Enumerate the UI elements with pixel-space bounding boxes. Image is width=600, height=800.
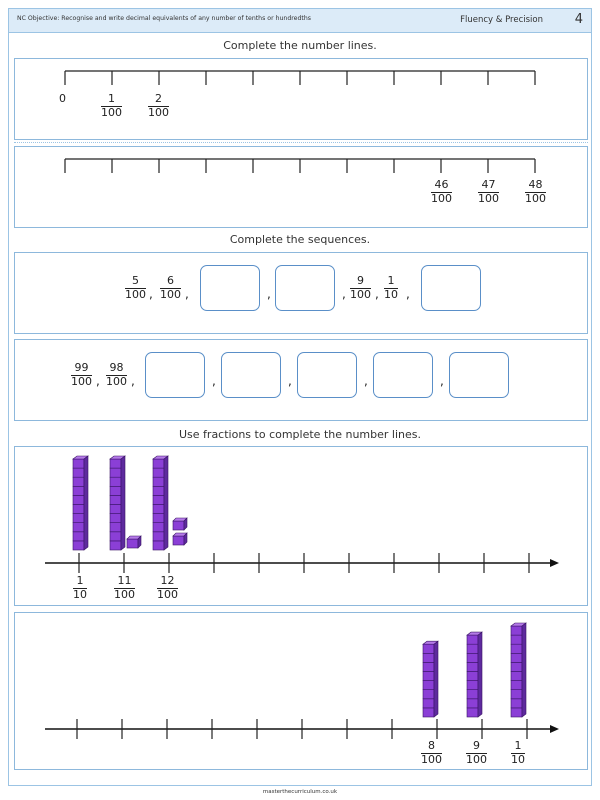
- rod-side-face: [434, 641, 438, 717]
- sequence-panel-2: [14, 339, 588, 421]
- sequence-1-term-4: 1 10: [384, 274, 398, 301]
- tenths-rod-cube: [467, 690, 478, 699]
- tenths-rod-cube: [423, 681, 434, 690]
- cube-number-line-1: [15, 447, 587, 605]
- cube-number-line-panel-2: [14, 612, 588, 770]
- comma: ,: [131, 374, 135, 388]
- sequence-2-term-1: 99 100: [71, 361, 92, 388]
- sequence-2-answer-box-3[interactable]: [297, 352, 357, 398]
- tenths-rod-cube: [153, 505, 164, 514]
- hundredth-cube: [127, 539, 138, 548]
- tenths-rod-cube: [110, 505, 121, 514]
- tenths-rod-cube: [73, 459, 84, 468]
- sequence-1-term-3: 9 100: [350, 274, 371, 301]
- tenths-rod-cube: [467, 644, 478, 653]
- header-title: Fluency & Precision: [460, 15, 543, 25]
- comma: ,: [185, 287, 189, 301]
- tenths-rod-cube: [423, 644, 434, 653]
- rod-side-face: [84, 456, 88, 550]
- header-bar: [9, 9, 591, 33]
- cube-line-1-fraction-1: 1 10: [73, 574, 87, 601]
- comma: ,: [440, 374, 444, 388]
- tenths-rod-cube: [110, 468, 121, 477]
- sequence-panel-1: [14, 252, 588, 334]
- comma: ,: [406, 287, 410, 301]
- comma: ,: [149, 287, 153, 301]
- tenths-rod-cube: [511, 699, 522, 708]
- number-line-2-fraction-3: 48 100: [525, 178, 546, 205]
- tenths-rod-cube: [511, 681, 522, 690]
- section-title-sequences: Complete the sequences.: [229, 233, 371, 246]
- tenths-rod-cube: [423, 653, 434, 662]
- tenths-rod-cube: [110, 477, 121, 486]
- tenths-rod-cube: [110, 514, 121, 523]
- cube-line-1-fraction-2: 11 100: [114, 574, 135, 601]
- tenths-rod-cube: [467, 681, 478, 690]
- tenths-rod-cube: [511, 708, 522, 717]
- tenths-rod-cube: [423, 690, 434, 699]
- tenths-rod-cube: [153, 486, 164, 495]
- sequence-1-answer-box-1[interactable]: [200, 265, 260, 311]
- number-line-1-fraction-2: 2 100: [148, 92, 169, 119]
- sequence-2-answer-box-2[interactable]: [221, 352, 281, 398]
- rod-side-face: [478, 632, 482, 717]
- tenths-rod-cube: [110, 541, 121, 550]
- comma: ,: [267, 287, 271, 301]
- tenths-rod-cube: [73, 486, 84, 495]
- sequence-1-term-1: 5 100: [125, 274, 146, 301]
- tenths-rod-cube: [73, 495, 84, 504]
- tenths-rod-cube: [511, 672, 522, 681]
- tenths-rod-cube: [153, 514, 164, 523]
- cube-line-2-fraction-2: 9 100: [466, 739, 487, 766]
- tenths-rod-cube: [153, 523, 164, 532]
- tenths-rod-cube: [467, 662, 478, 671]
- nc-objective: NC Objective: Recognise and write decimal equivalents of any number of tenths or hundredths: [17, 15, 311, 22]
- tenths-rod-cube: [73, 541, 84, 550]
- tenths-rod-cube: [110, 523, 121, 532]
- cube-line-1-fraction-3: 12 100: [157, 574, 178, 601]
- sequence-2-answer-box-4[interactable]: [373, 352, 433, 398]
- sequence-1-answer-box-2[interactable]: [275, 265, 335, 311]
- sequence-2-answer-box-1[interactable]: [145, 352, 205, 398]
- tenths-rod-cube: [423, 699, 434, 708]
- rod-side-face: [522, 623, 526, 717]
- number-line-2-fraction-1: 46 100: [431, 178, 452, 205]
- tenths-rod-cube: [73, 514, 84, 523]
- sequence-1-term-2: 6 100: [160, 274, 181, 301]
- tenths-rod-cube: [511, 690, 522, 699]
- tenths-rod-cube: [467, 635, 478, 644]
- tenths-rod-cube: [467, 653, 478, 662]
- number-line-panel-1: [14, 58, 588, 140]
- sequence-2-term-2: 98 100: [106, 361, 127, 388]
- tenths-rod-cube: [423, 662, 434, 671]
- cube-number-line-panel-1: [14, 446, 588, 606]
- tenths-rod-cube: [423, 708, 434, 717]
- tenths-rod-cube: [110, 495, 121, 504]
- section-title-number-lines: Complete the number lines.: [223, 39, 377, 52]
- tenths-rod-cube: [511, 644, 522, 653]
- tenths-rod-cube: [153, 468, 164, 477]
- tenths-rod-cube: [73, 477, 84, 486]
- cube-line-2-fraction-3: 1 10: [511, 739, 525, 766]
- footer-url: masterthecurriculum.co.uk: [262, 789, 338, 795]
- hundredth-cube: [173, 536, 184, 545]
- rod-side-face: [164, 456, 168, 550]
- tenths-rod-cube: [73, 523, 84, 532]
- comma: ,: [375, 287, 379, 301]
- cube-line-2-fraction-1: 8 100: [421, 739, 442, 766]
- tenths-rod-cube: [73, 532, 84, 541]
- tenths-rod-cube: [153, 541, 164, 550]
- tenths-rod-cube: [110, 486, 121, 495]
- tenths-rod-cube: [467, 672, 478, 681]
- comma: ,: [288, 374, 292, 388]
- tenths-rod-cube: [467, 708, 478, 717]
- number-line-2: [15, 147, 587, 227]
- tenths-rod-cube: [511, 626, 522, 635]
- tenths-rod-cube: [110, 532, 121, 541]
- comma: ,: [364, 374, 368, 388]
- number-line-panel-2: [14, 146, 588, 228]
- page-number: 4: [574, 12, 583, 27]
- tenths-rod-cube: [153, 459, 164, 468]
- number-line-2-fraction-2: 47 100: [478, 178, 499, 205]
- sequence-1-answer-box-3[interactable]: [421, 265, 481, 311]
- number-line-1-fraction-1: 1 100: [101, 92, 122, 119]
- tenths-rod-cube: [467, 699, 478, 708]
- divider: [14, 142, 588, 143]
- cube-number-line-2: [15, 613, 587, 769]
- tenths-rod-cube: [153, 495, 164, 504]
- hundredth-cube: [173, 521, 184, 530]
- tenths-rod-cube: [73, 505, 84, 514]
- sequence-2-answer-box-5[interactable]: [449, 352, 509, 398]
- number-line-1-zero-label: 0: [59, 92, 66, 105]
- tenths-rod-cube: [511, 635, 522, 644]
- rod-side-face: [121, 456, 125, 550]
- comma: ,: [212, 374, 216, 388]
- tenths-rod-cube: [511, 662, 522, 671]
- tenths-rod-cube: [153, 477, 164, 486]
- tenths-rod-cube: [511, 653, 522, 662]
- tenths-rod-cube: [110, 459, 121, 468]
- tenths-rod-cube: [73, 468, 84, 477]
- section-title-fraction-number-lines: Use fractions to complete the number lines.: [179, 428, 421, 441]
- tenths-rod-cube: [153, 532, 164, 541]
- tenths-rod-cube: [423, 672, 434, 681]
- comma: ,: [342, 287, 346, 301]
- comma: ,: [96, 374, 100, 388]
